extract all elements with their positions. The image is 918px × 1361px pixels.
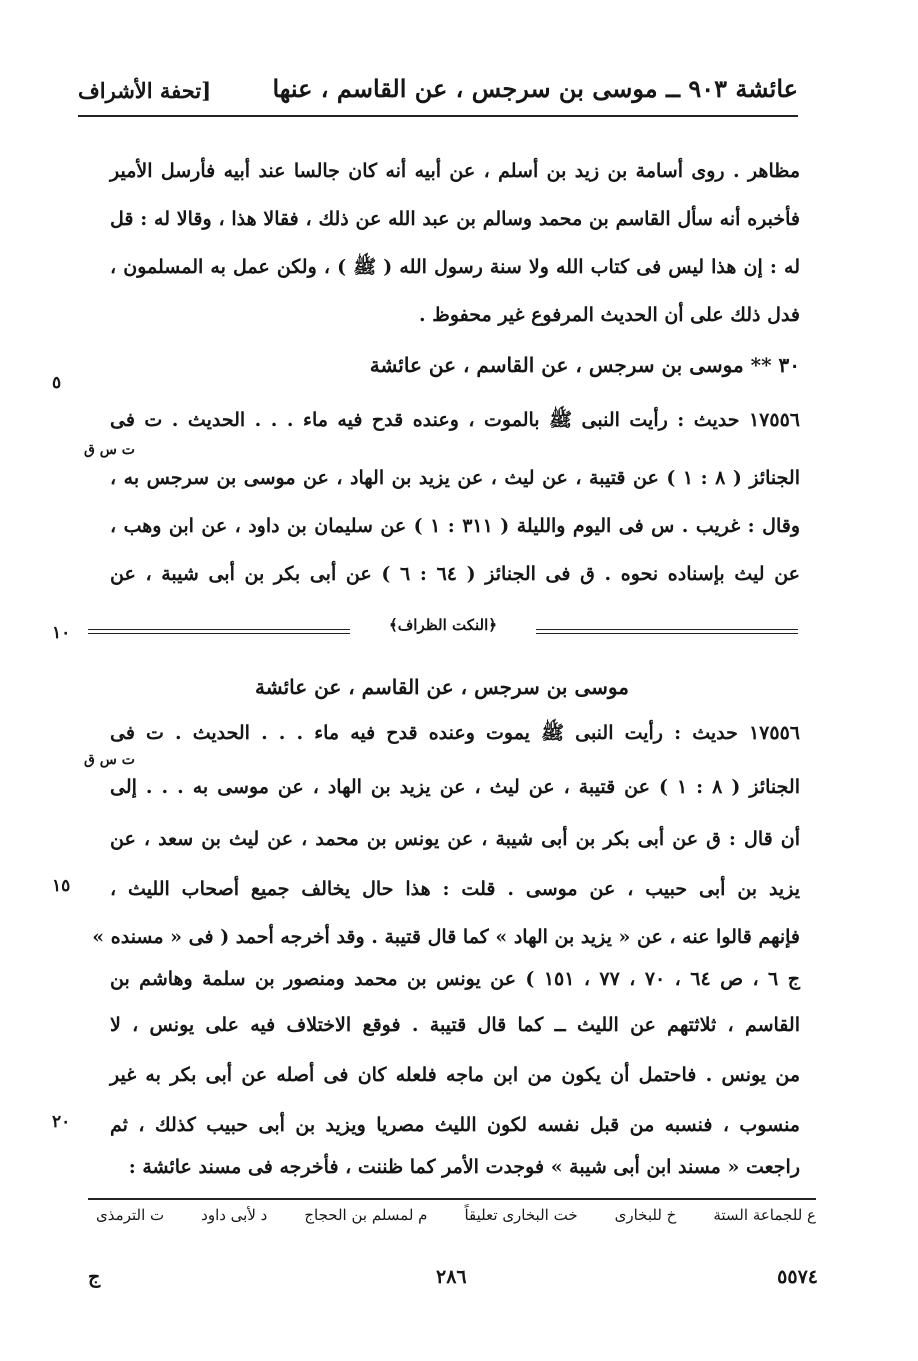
sigla-marker: ت س ق xyxy=(84,442,135,458)
text-line: ١٧٥٥٦ حديث : رأيت النبى ﷺ بالموت ، وعنده قدح فيه ماء . . . الحديث . ت فى xyxy=(110,409,800,431)
text-line: ١٧٥٥٦ حديث : رأيت النبى ﷺ يموت وعنده قدح فيه ماء . . . الحديث . ت فى xyxy=(110,722,800,744)
volume-marker: ج xyxy=(88,1266,101,1288)
text-line: عن ليث بإسناده نحوه . ق فى الجنائز ( ٦٤ : ٦ ) عن أبى بكر بن أبى شيبة ، عن xyxy=(110,563,800,585)
text-line: وقال : غريب . س فى اليوم والليلة ( ٣١١ : ١ ) عن سليمان بن داود ، عن ابن وهب ، xyxy=(110,515,800,537)
divider-rule xyxy=(536,633,798,634)
divider-rule xyxy=(88,629,350,630)
header-title: عائشة ٩٠٣ ــ موسى بن سرجس ، عن القاسم ، عنها xyxy=(272,74,798,103)
divider-rule xyxy=(88,633,350,634)
footer-rule xyxy=(88,1198,816,1200)
text-line: الجنائز ( ٨ : ١ ) عن قتيبة ، عن ليث ، عن يزيد بن الهاد ، عن موسى به . . . إلى xyxy=(110,776,800,798)
legend-item: ع للجماعة الستة xyxy=(713,1206,816,1224)
text-line: فدل ذلك على أن الحديث المرفوع غير محفوظ . xyxy=(419,304,800,326)
divider-label: ﴿النكت الظراف﴾ xyxy=(388,616,498,634)
section-heading: موسى بن سرجس ، عن القاسم ، عن عائشة xyxy=(255,675,629,699)
text-line: يزيد بن أبى حبيب ، عن موسى . قلت : هذا حال يخالف جميع أصحاب الليث ، xyxy=(110,878,800,900)
text-line: فأخبره أنه سأل القاسم بن محمد وسالم بن عبد الله عن ذلك ، فقالا هذا ، وقالا له : قل xyxy=(110,208,800,230)
sheet-number: ٥٥٧٤ xyxy=(777,1266,818,1288)
legend-item: خت البخارى تعليقاً xyxy=(464,1206,578,1224)
text-line: منسوب ، فنسبه من قبل نفسه لكون الليث مصريا ويزيد بن أبى حبيب كذلك ، ثم xyxy=(110,1114,800,1136)
divider-rule xyxy=(536,629,798,630)
text-line: أن قال : ق عن أبى بكر بن أبى شيبة ، عن يونس بن محمد ، عن ليث بن سعد ، عن xyxy=(110,828,800,850)
legend-item: خ للبخارى xyxy=(614,1206,677,1224)
text-line: مظاهر . روى أسامة بن زيد بن أسلم ، عن أبيه أنه كان جالسا عند أبيه فأرسل الأمير xyxy=(110,160,800,182)
nukat-divider xyxy=(88,616,798,640)
text-line: الجنائز ( ٨ : ١ ) عن قتيبة ، عن ليث ، عن يزيد بن الهاد ، عن موسى بن سرجس به ، xyxy=(110,467,800,489)
text-line: ج ٦ ، ص ٦٤ ، ٧٠ ، ٧٧ ، ١٥١ ) عن يونس بن محمد ومنصور بن سلمة وهاشم بن xyxy=(110,968,800,990)
text-line: القاسم ، ثلاثتهم عن الليث ــ كما قال قتيبة . فوقع الاختلاف فيه على يونس ، لا xyxy=(110,1014,800,1036)
text-line: من يونس . فاحتمل أن يكون من ابن ماجه فلعله كان فى أصله عن أبى بكر به غير xyxy=(110,1064,800,1086)
legend-item: ت الترمذى xyxy=(96,1206,165,1224)
section-heading: ٣٠ ** موسى بن سرجس ، عن القاسم ، عن عائشة xyxy=(369,353,800,377)
legend-item: د لأبى داود xyxy=(201,1206,268,1224)
text-line: راجعت « مسند ابن أبى شيبة » فوجدت الأمر كما ظننت ، فأخرجه فى مسند عائشة : xyxy=(128,1156,800,1178)
abbreviation-legend xyxy=(96,1206,816,1224)
legend-item: م لمسلم بن الحجاج xyxy=(304,1206,428,1224)
header-source: [تحفة الأشراف xyxy=(78,78,212,103)
header-rule xyxy=(78,115,798,117)
text-line: فإنهم قالوا عنه ، عن « يزيد بن الهاد » كما قال قتيبة . وقد أخرجه أحمد ( فى « مسنده » xyxy=(92,926,800,948)
margin-line-number: ٥ xyxy=(52,373,62,393)
text-line: له : إن هذا ليس فى كتاب الله ولا سنة رسول الله ( ﷺ ) ، ولكن عمل به المسلمون ، xyxy=(110,256,800,278)
running-header xyxy=(78,68,798,114)
margin-line-number: ١٠ xyxy=(52,623,71,643)
margin-line-number: ١٥ xyxy=(52,876,71,896)
margin-line-number: ٢٠ xyxy=(52,1112,71,1132)
page-number: ٢٨٦ xyxy=(436,1266,467,1288)
sigla-marker: ت س ق xyxy=(84,752,135,768)
